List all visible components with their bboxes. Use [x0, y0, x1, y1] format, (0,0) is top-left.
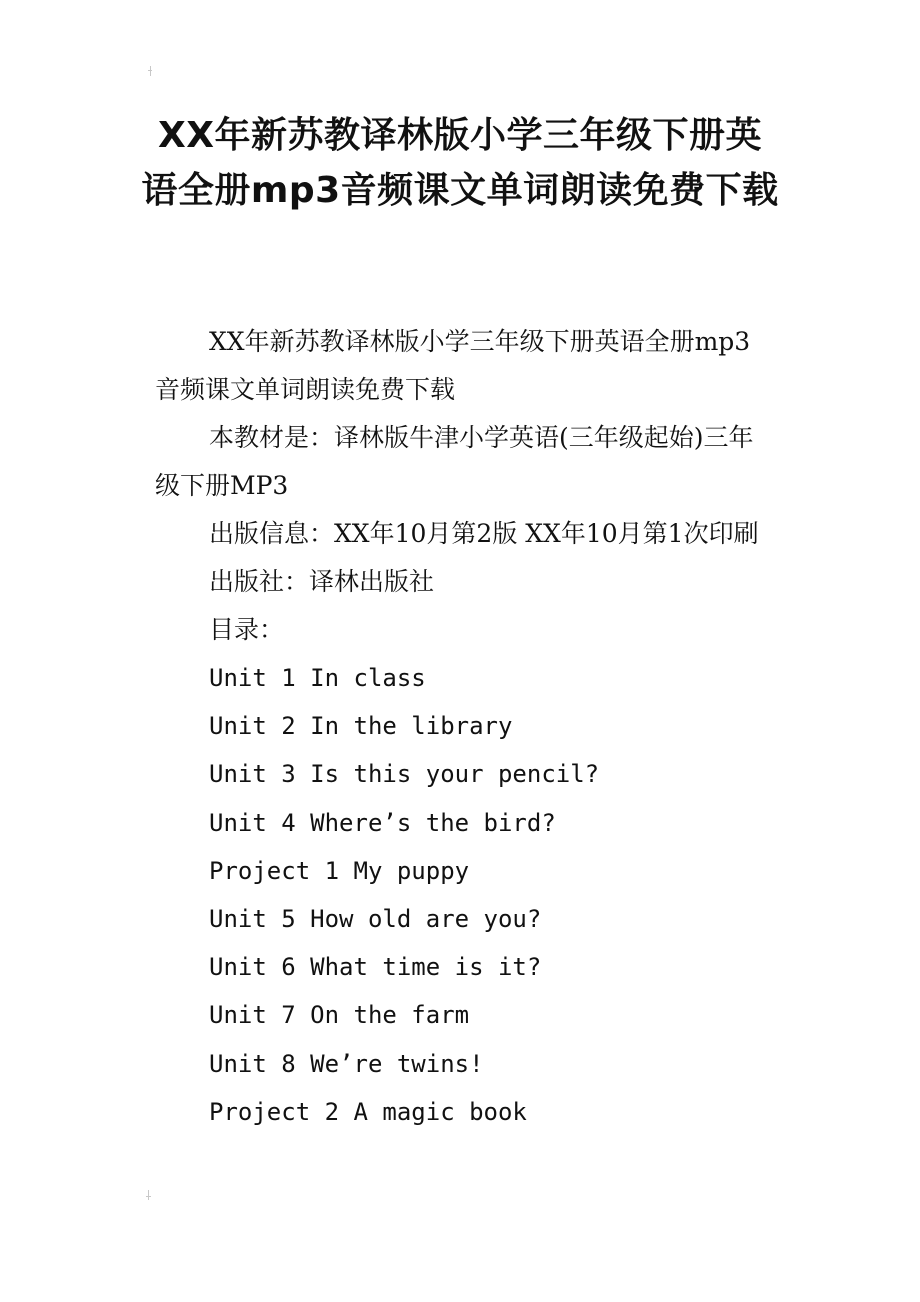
toc-item: Unit 5 How old are you? [209, 905, 542, 934]
paragraph-textbook: 本教材是：译林版牛津小学英语(三年级起始)三年级下册MP3 [155, 423, 754, 500]
paragraph-toc-heading: 目录： [209, 615, 285, 644]
crop-mark-bottom [146, 1190, 152, 1202]
toc-item: Unit 2 In the library [209, 712, 513, 741]
toc-item: Project 1 My puppy [209, 856, 470, 885]
toc-item: Unit 4 Where’s the bird? [209, 808, 556, 837]
paragraph-publication-info: 出版信息：XX年10月第2版 XX年10月第1次印刷 [209, 519, 759, 548]
paragraph-intro: XX年新苏教译林版小学三年级下册英语全册mp3音频课文单词朗读免费下载 [155, 327, 751, 404]
toc-item: Unit 3 Is this your pencil? [209, 760, 600, 789]
toc-item: Unit 7 On the farm [209, 1001, 470, 1030]
toc-item: Project 2 A magic book [209, 1097, 527, 1126]
table-of-contents [155, 654, 770, 1136]
toc-item: Unit 1 In class [209, 664, 426, 692]
document-title: XX年新苏教译林版小学三年级下册英语全册mp3音频课文单词朗读免费下载 [141, 115, 779, 211]
document-body [155, 318, 770, 1136]
paragraph-publisher: 出版社：译林出版社 [209, 567, 435, 596]
toc-item: Unit 8 We’re twins! [209, 1049, 484, 1078]
toc-item: Unit 6 What time is it? [209, 953, 542, 982]
crop-mark-top [148, 66, 154, 78]
